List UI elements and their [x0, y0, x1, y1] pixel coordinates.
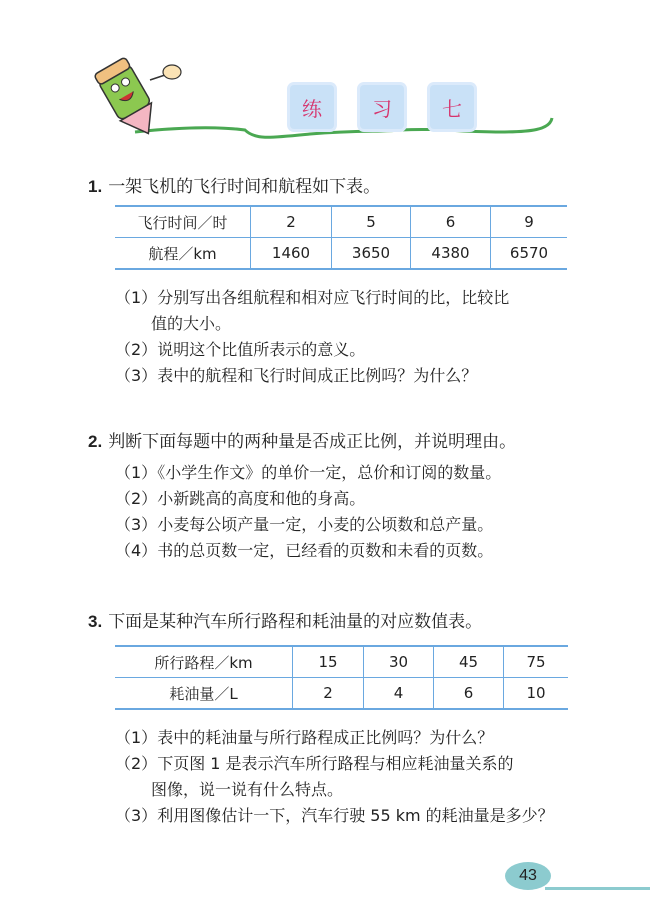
table-cell: 6 — [411, 206, 491, 238]
row-header: 航程／km — [148, 244, 217, 263]
subquestion — [115, 337, 509, 363]
table-cell: 4 — [364, 678, 434, 710]
subquestion — [115, 512, 501, 538]
page-underline — [545, 887, 650, 890]
subquestion — [115, 725, 554, 751]
sub-label: （3） — [115, 515, 158, 534]
sub-label: （4） — [115, 541, 158, 560]
title-char-2: 习 — [360, 85, 404, 129]
sub-text: 说明这个比值所表示的意义。 — [157, 340, 366, 359]
question-number: 1. — [88, 177, 103, 196]
sub-text-cont: 值的大小。 — [151, 314, 232, 333]
subquestion — [115, 486, 501, 512]
row-header: 飞行时间／时 — [115, 206, 251, 238]
sub-text: 《小学生作文》的单价一定，总价和订阅的数量。 — [157, 463, 502, 482]
subquestion — [115, 803, 554, 829]
sub-text: 表中的航程和飞行时间成正比例吗？为什么？ — [157, 366, 478, 385]
subquestion — [115, 285, 509, 337]
sub-label: （3） — [115, 366, 158, 385]
subquestion — [115, 751, 554, 803]
sub-label: （2） — [115, 754, 158, 773]
question-text: 一架飞机的飞行时间和航程如下表。 — [108, 177, 381, 197]
sub-text: 小新跳高的高度和他的身高。 — [157, 489, 366, 508]
fuel-table — [115, 645, 568, 710]
table-cell: 2 — [251, 206, 332, 238]
q2-subquestions — [115, 460, 501, 564]
page-number: 43 — [505, 862, 551, 890]
table-cell: 10 — [504, 678, 569, 710]
sub-text: 表中的耗油量与所行路程成正比例吗？为什么？ — [157, 728, 494, 747]
sub-text: 分别写出各组航程和相对应飞行时间的比，比较比 — [157, 288, 510, 307]
table-cell: 15 — [293, 646, 364, 678]
question-1 — [88, 172, 380, 197]
q1-subquestions — [115, 285, 509, 389]
table-row — [115, 206, 567, 238]
row-header: 耗油量／L — [169, 684, 238, 703]
sub-label: （1） — [115, 728, 158, 747]
sub-label: （2） — [115, 340, 158, 359]
sub-text: 小麦每公顷产量一定，小麦的公顷数和总产量。 — [157, 515, 494, 534]
subquestion — [115, 538, 501, 564]
sub-text: 利用图像估计一下，汽车行驶 55 km 的耗油量是多少？ — [157, 806, 554, 825]
sub-label: （2） — [115, 489, 158, 508]
table-cell: 1460 — [251, 238, 332, 270]
subquestion — [115, 363, 509, 389]
question-3 — [88, 607, 482, 632]
table-row — [115, 238, 567, 270]
sub-text: 下页图 1 是表示汽车所行路程与相应耗油量关系的 — [157, 754, 514, 773]
table-cell: 5 — [332, 206, 411, 238]
table-cell: 30 — [364, 646, 434, 678]
row-header: 所行路程／km — [115, 646, 293, 678]
flight-table — [115, 205, 567, 270]
table-cell: 4380 — [411, 238, 491, 270]
question-number: 3. — [88, 612, 103, 631]
exercise-header — [80, 50, 580, 150]
table-cell: 45 — [434, 646, 504, 678]
table-row — [115, 678, 568, 710]
table-cell: 9 — [491, 206, 568, 238]
q3-subquestions — [115, 725, 554, 829]
subquestion — [115, 460, 501, 486]
table-cell: 6570 — [491, 238, 568, 270]
title-char-3: 七 — [430, 85, 474, 129]
table-cell: 3650 — [332, 238, 411, 270]
question-2 — [88, 427, 516, 452]
title-char-1: 练 — [290, 85, 334, 129]
table-cell: 2 — [293, 678, 364, 710]
question-number: 2. — [88, 432, 103, 451]
sub-label: （3） — [115, 806, 158, 825]
table-cell: 75 — [504, 646, 569, 678]
sub-text: 书的总页数一定，已经看的页数和未看的页数。 — [157, 541, 494, 560]
table-cell: 6 — [434, 678, 504, 710]
sub-label: （1） — [115, 288, 158, 307]
sub-text-cont: 图像，说一说有什么特点。 — [151, 780, 344, 799]
question-text: 下面是某种汽车所行路程和耗油量的对应数值表。 — [108, 612, 483, 632]
question-text: 判断下面每题中的两种量是否成正比例，并说明理由。 — [108, 432, 517, 452]
table-row — [115, 646, 568, 678]
sub-label: （1） — [115, 463, 158, 482]
